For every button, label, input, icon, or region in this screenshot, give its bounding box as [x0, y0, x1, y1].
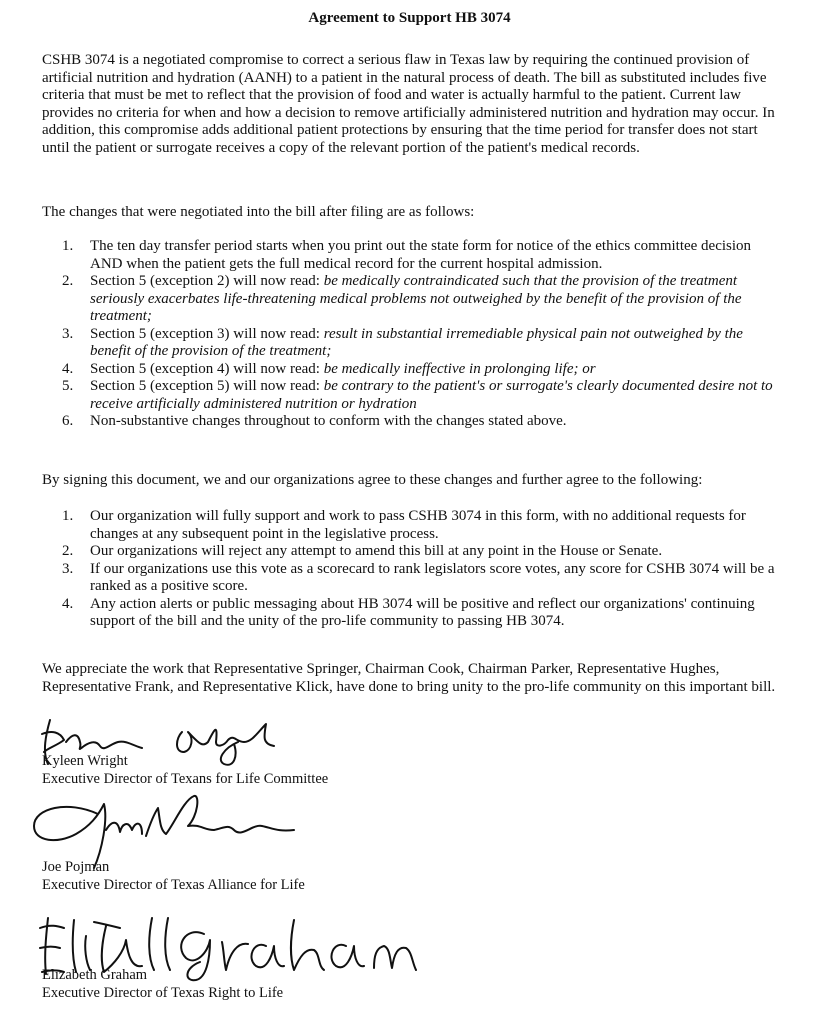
signatory-1 — [42, 752, 328, 788]
agreement-intro: By signing this document, we and our organizations agree to these changes and further agree to the following: — [42, 472, 703, 488]
signatory-name: Kyleen Wright — [42, 753, 128, 769]
agreements-list — [62, 508, 782, 631]
change-item: 5. Section 5 (exception 5) will now read: be contrary to the patient's or surrogate's clearly documented desire not to receive artificially administered nutrition or hydration — [62, 378, 773, 412]
document-title: Agreement to Support HB 3074 — [308, 10, 511, 26]
signatory-name: Joe Pojman — [42, 859, 110, 875]
changes-intro: The changes that were negotiated into the bill after filing are as follows: — [42, 204, 475, 220]
signatory-title: Executive Director of Texas Right to Life — [42, 985, 284, 1001]
signatory-name: Elizabeth Graham — [42, 967, 148, 983]
closing-paragraph: We appreciate the work that Representative Springer, Chairman Cook, Chairman Parker, Representative Hughes, Representative Frank, and Representative Klick, have done to bring unity to the pro-life community on this important bill. — [42, 661, 776, 695]
signatory-title: Executive Director of Texans for Life Committee — [42, 771, 329, 787]
agreement-item: 2. Our organizations will reject any attempt to amend this bill at any point in the House or Senate. — [62, 543, 663, 559]
intro-paragraph: CSHB 3074 is a negotiated compromise to correct a serious flaw in Texas law by requiring the continued provision of artificial nutrition and hydration (AANH) to a patient in the natural process of death. The bill as substituted includes five criteria that must be met to reflect that the provision of food and water is actually harmful to the patient. Current law provides no criteria for when and how a decision to remove artificially administered nutrition and hydration may occur. In addition, this compromise adds additional patient protections by ensuring that the time period for transfer does not start until the patient or surrogate receives a copy of the relevant portion of the patient's medical records. — [42, 52, 775, 156]
change-item: 1. The ten day transfer period starts when you print out the state form for notice of the ethics committee decision AND when the patient gets the full medical record for the current hospital admission. — [62, 238, 752, 272]
changes-list — [62, 238, 782, 431]
agreement-item: 3. If our organizations use this vote as a scorecard to rank legislators score votes, any score for CSHB 3074 will be a ranked as a positive score. — [62, 560, 775, 594]
change-item: 6. Non-substantive changes throughout to conform with the changes stated above. — [62, 413, 567, 429]
change-item: 2. Section 5 (exception 2) will now read: be medically contraindicated such that the provision of the treatment seriously exacerbates life-threatening medical problems not outweighed by the benefit of the provision of the treatment; — [62, 273, 742, 324]
agreement-item: 4. Any action alerts or public messaging about HB 3074 will be positive and reflect our organizations' continuing support of the bill and the unity of the pro-life community to passing HB 3074. — [62, 595, 755, 629]
signatory-2 — [42, 858, 305, 894]
signatory-title: Executive Director of Texas Alliance for Life — [42, 877, 305, 893]
change-item: 4. Section 5 (exception 4) will now read: be medically ineffective in prolonging life; or — [62, 360, 596, 377]
change-item: 3. Section 5 (exception 3) will now read: result in substantial irremediable physical pain not outweighed by the benefit of the provision of the treatment; — [62, 325, 743, 359]
agreement-item: 1. Our organization will fully support and work to pass CSHB 3074 in this form, with no additional requests for changes at any subsequent point in the legislative process. — [62, 508, 746, 542]
signatory-3 — [42, 966, 283, 1002]
